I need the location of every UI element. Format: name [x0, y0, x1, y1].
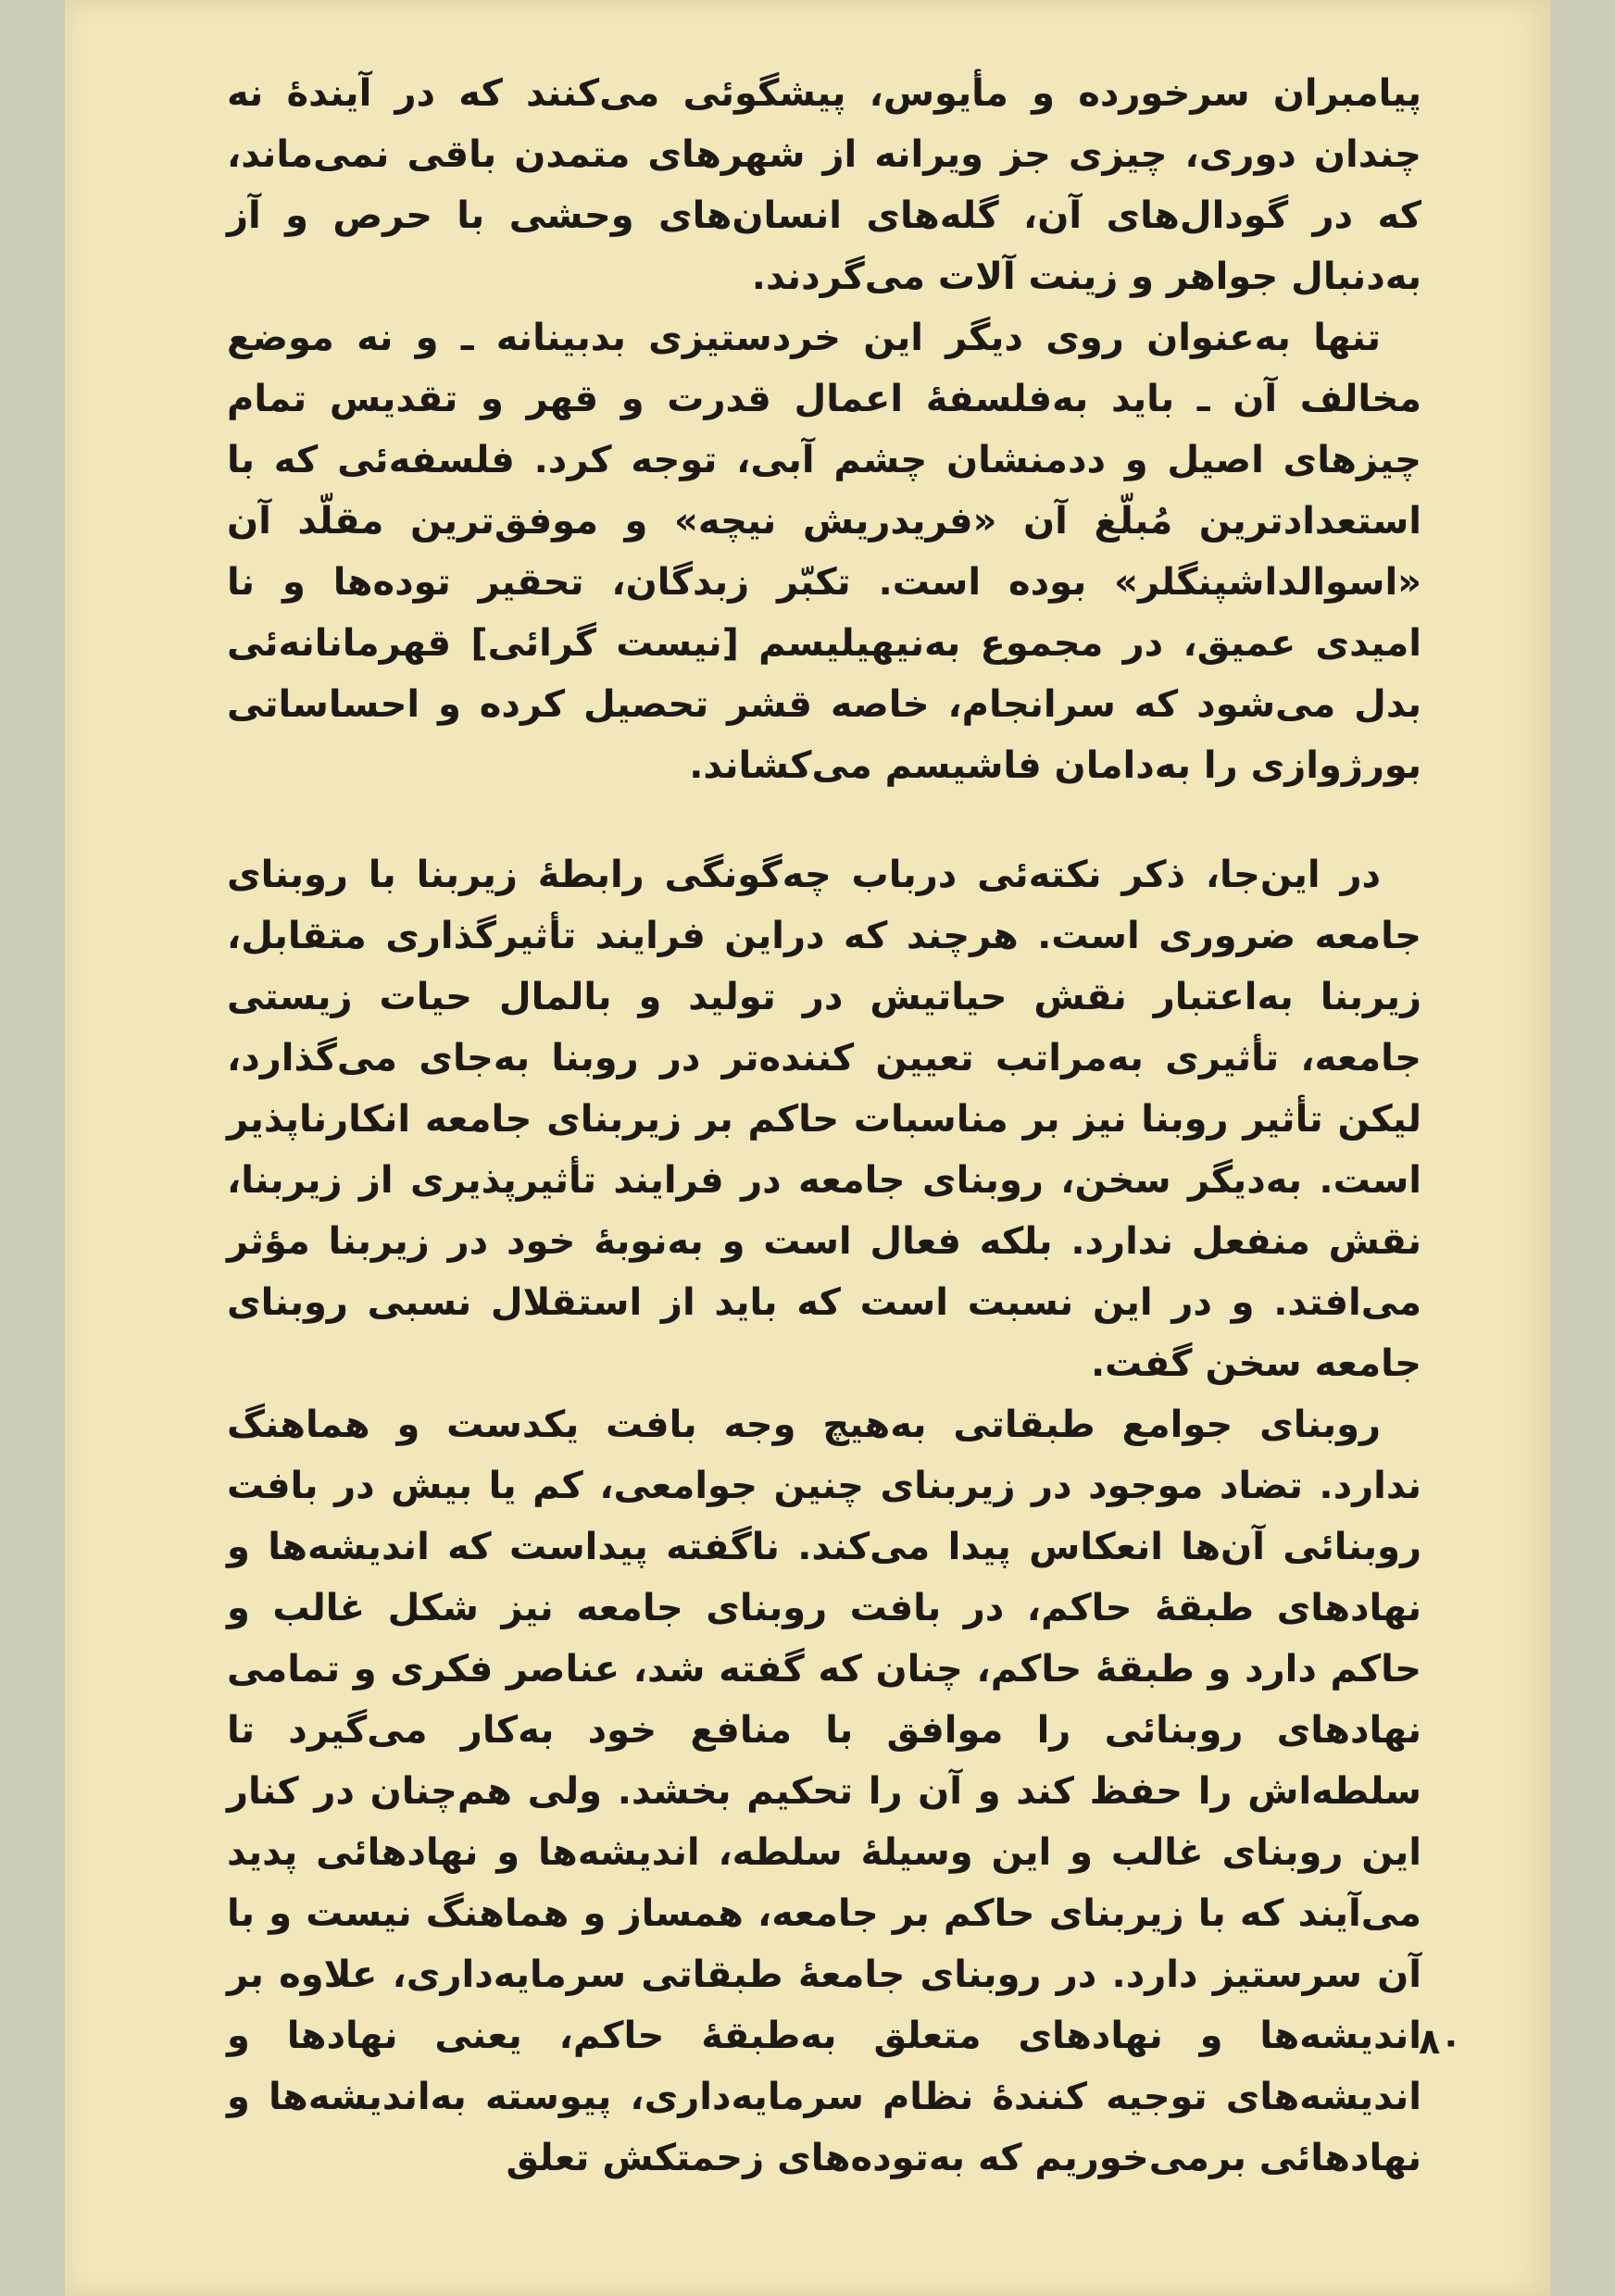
paragraph-1: پیامبران سرخورده و مأیوس، پیشگوئی می‌کنند که در آیندهٔ نه چندان دوری، چیزی جز ویرانه از شهرهای متمدن باقی نمی‌ماند، که در گودال‌های آن، گله‌های انسان‌های وحشی با حرص و آز به‌دنبال جواهر و زینت آلات می‌گردند. [227, 72, 1421, 298]
page-number: ۸۰ [1419, 2021, 1462, 2062]
book-page [65, 0, 1550, 2296]
paragraph-3: در این‌جا، ذکر نکته‌ئی درباب چه‌گونگی رابطهٔ زیربنا با روبنای جامعه ضروری است. هرچند که دراین فرایند تأثیرگذاری متقابل، زیربنا به‌اعتبار نقش حیاتیش در تولید و بالمال حیات زیستی جامعه، تأثیری به‌مراتب تعیین کننده‌تر در روبنا به‌جای می‌گذارد، لیکن تأثیر روبنا نیز بر مناسبات حاکم بر زیربنای جامعه انکارناپذیر است. به‌دیگر سخن، روبنای جامعه در فرایند تأثیرپذیری از زیربنا، نقش منفعل ندارد. بلکه فعال است و به‌نوبهٔ خود در زیربنا مؤثر می‌افتد. و در این نسبت است که باید از استقلال نسبی روبنای جامعه سخن گفت. [227, 854, 1421, 1385]
body-text [227, 63, 1421, 2189]
paragraph-4: روبنای جوامع طبقاتی به‌هیچ وجه بافت یکدست و هماهنگ ندارد. تضاد موجود در زیربنای چنین جوامعی، کم یا بیش در بافت روبنائی آن‌ها انعکاس پیدا می‌کند. ناگفته پیداست که اندیشه‌ها و نهادهای طبقهٔ حاکم، در بافت روبنای جامعه نیز شکل غالب و حاکم دارد و طبقهٔ حاکم، چنان که گفته شد، عناصر فکری و تمامی نهادهای روبنائی را موافق با منافع خود به‌کار می‌گیرد تا سلطه‌اش را حفظ کند و آن را تحکیم بخشد. ولی هم‌چنان در کنار این روبنای غالب و این وسیلهٔ سلطه، اندیشه‌ها و نهادهائی پدید می‌آیند که با زیربنای حاکم بر جامعه، همساز و هماهنگ نیست و با آن سرستیز دارد. در روبنای جامعهٔ طبقاتی سرمایه‌داری، علاوه بر اندیشه‌ها و نهادهای متعلق به‌طبقهٔ حاکم، یعنی نهادها و اندیشه‌های توجیه کنندهٔ نظام سرمایه‌داری، پیوسته به‌اندیشه‌ها و نهادهائی برمی‌خوریم که به‌توده‌های زحمتکش تعلق [227, 1404, 1421, 2179]
paragraph-2: تنها به‌عنوان روی دیگر این خردستیزی بدبینانه ـ و نه موضع مخالف آن ـ باید به‌فلسفهٔ اعمال قدرت و قهر و تقدیس تمام چیزهای اصیل و ددمنشان چشم آبی، توجه کرد. فلسفه‌ئی که با استعدادترین مُبلّغ آن «فریدریش نیچه» و موفق‌ترین مقلّد آن «اسوالداشپنگلر» بوده است. تکبّر زبدگان، تحقیر توده‌ها و نا امیدی عمیق، در مجموع به‌نیهیلیسم [نیست گرائی] قهرمانانه‌ئی بدل می‌شود که سرانجام، خاصه قشر تحصیل کرده و احساساتی بورژوازی را به‌دامان فاشیسم می‌کشاند. [227, 317, 1421, 787]
